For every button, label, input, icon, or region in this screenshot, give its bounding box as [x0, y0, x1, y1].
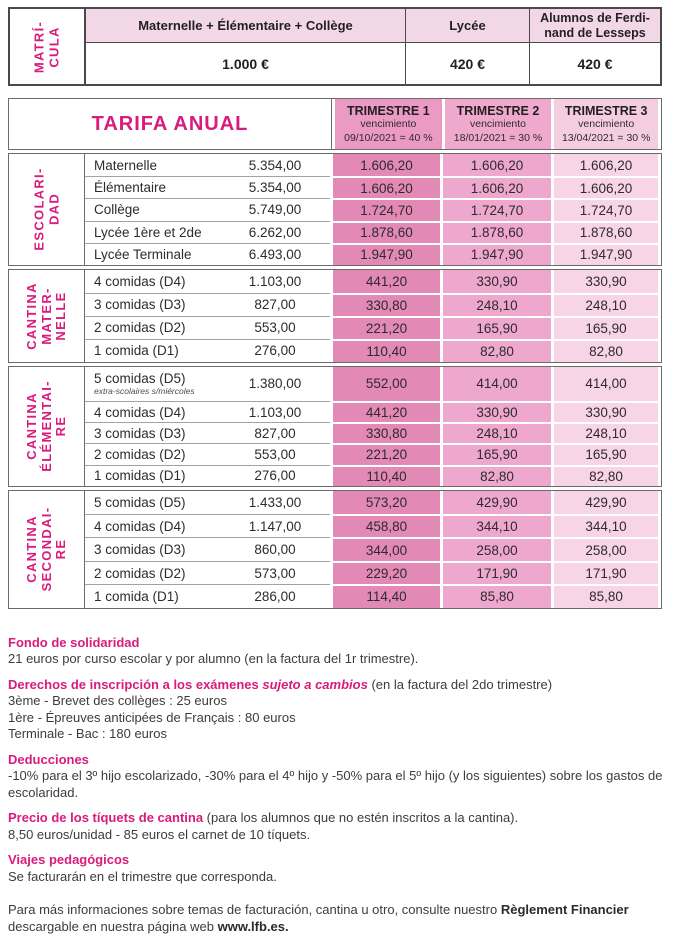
trimester1-price: 344,00	[330, 537, 440, 560]
trimester2-price: 1.724,70	[440, 198, 551, 220]
note-derechos-inscripcion	[8, 677, 696, 743]
row-label: 4 comidas (D4)	[85, 401, 220, 422]
table-row	[85, 367, 661, 401]
trimester2-price: 1.878,60	[440, 221, 551, 243]
annual-price: 1.103,00	[248, 273, 302, 289]
table-row	[85, 561, 661, 584]
note-body-line: -10% para el 3º hijo escolarizado, -30% para el 4º hijo y -50% para el 5º hijo (y los siguientes) sobre los gastos de escolaridad.	[8, 768, 663, 800]
annual-price: 1.380,00	[248, 376, 302, 392]
table-row	[85, 243, 661, 265]
trimester1-header: TRIMESTRE 1 vencimiento 09/10/2021 = 40 %	[332, 99, 442, 149]
trimester2-price: 82,80	[440, 465, 551, 486]
trimester3-price: 82,80	[551, 465, 661, 486]
website-reference: www.lfb.es.	[217, 919, 289, 935]
annual-price: 5.354,00	[248, 157, 302, 173]
annual-price: 276,00	[220, 465, 330, 486]
trimester2-price: 344,10	[440, 514, 551, 537]
row-label: Maternelle	[94, 157, 158, 173]
trimester3-price: 165,90	[551, 443, 661, 464]
trimester3-header: TRIMESTRE 3 vencimiento 13/04/2021 = 30 %	[551, 99, 661, 149]
row-label: 4 comidas (D4)	[94, 273, 186, 289]
table-row	[85, 443, 661, 464]
table-row	[85, 293, 661, 316]
trimester3-price: 248,10	[551, 422, 661, 443]
table-row	[85, 584, 661, 607]
annual-price: 1.433,00	[248, 494, 302, 510]
row-label: 2 comidas (D2)	[85, 316, 220, 339]
reglement-financier-reference: Règlement Financier	[500, 902, 629, 918]
note-heading: Deducciones	[8, 751, 89, 767]
trimester1-price: 441,20	[330, 270, 440, 293]
trimester2-price: 1.947,90	[440, 243, 551, 265]
footnotes	[8, 635, 696, 935]
section-cantina-maternelle	[8, 269, 662, 363]
section-cantina-elementaire	[8, 366, 662, 487]
annual-price: 553,00	[220, 316, 330, 339]
trimester1-price: 110,40	[330, 465, 440, 486]
trimester3-price: 248,10	[551, 293, 661, 316]
trimester3-price: 258,00	[551, 537, 661, 560]
trimester3-price: 1.878,60	[551, 221, 661, 243]
trimester3-price: 344,10	[551, 514, 661, 537]
trimester1-price: 1.724,70	[330, 198, 440, 220]
trimester1-price: 330,80	[330, 293, 440, 316]
note-deducciones	[8, 752, 696, 802]
trimester3-price: 330,90	[551, 401, 661, 422]
row-label: 1 comida (D1)	[85, 339, 220, 362]
row-label: 3 comidas (D3)	[85, 422, 220, 443]
table-row	[85, 339, 661, 362]
matricula-header-maternelle-elementaire-college: Maternelle + Élémentaire + Collège	[86, 9, 405, 43]
annual-price: 1.147,00	[220, 514, 330, 537]
note-body-line: Terminale - Bac : 180 euros	[8, 726, 167, 742]
row-label: Lycée 1ère et 2de	[85, 221, 220, 243]
note-heading-italic: sujeto a cambios	[262, 676, 368, 692]
row-sublabel: extra-scolaires s/miércoles	[94, 386, 195, 397]
annual-price: 573,00	[220, 561, 330, 584]
note-heading: Fondo de solidaridad	[8, 634, 140, 650]
row-label: 5 comidas (D5)	[94, 494, 186, 510]
trimester3-price: 414,00	[551, 367, 661, 401]
row-label: 3 comidas (D3)	[85, 537, 220, 560]
trimester1-price: 1.606,20	[330, 176, 440, 198]
row-label: Collège	[85, 198, 220, 220]
row-label: 1 comida (D1)	[85, 584, 220, 607]
row-label: Élémentaire	[85, 176, 220, 198]
annual-price: 827,00	[220, 422, 330, 443]
note-heading: Precio de los tíquets de cantina	[8, 810, 204, 826]
trimester1-price: 330,80	[330, 422, 440, 443]
note-viajes-pedagogicos	[8, 852, 696, 885]
section-escolaridad	[8, 153, 662, 266]
table-row	[85, 491, 661, 514]
trimester3-price: 1.606,20	[551, 154, 661, 176]
trimester3-price: 1.606,20	[551, 176, 661, 198]
table-row	[85, 537, 661, 560]
row-label: 2 comidas (D2)	[85, 443, 220, 464]
matricula-label-line: MATRÍ-	[31, 20, 47, 73]
section-cantina-elementaire-side-label: CANTINA ÉLÉMENTAI- RE	[9, 367, 85, 486]
trimester3-price: 1.724,70	[551, 198, 661, 220]
trimester2-price: 82,80	[440, 339, 551, 362]
tariff-title: TARIFA ANUAL	[91, 112, 249, 135]
table-row	[85, 401, 661, 422]
tariff-title-cell	[9, 99, 332, 149]
annual-price: 5.354,00	[220, 176, 330, 198]
note-heading: Viajes pedagógicos	[8, 852, 130, 868]
trimester2-price: 85,80	[440, 584, 551, 607]
row-label: 1 comidas (D1)	[85, 465, 220, 486]
table-row	[85, 270, 661, 293]
matricula-price-lycee: 420 €	[405, 43, 529, 84]
row-label: 5 comidas (D5) extra-scolaires s/miércoles	[94, 371, 195, 397]
note-body-line: Se facturarán en el trimestre que corresponda.	[8, 868, 277, 884]
trimester3-price: 330,90	[551, 270, 661, 293]
trimester1-price: 1.947,90	[330, 243, 440, 265]
trimester1-price: 221,20	[330, 316, 440, 339]
trimester2-price: 258,00	[440, 537, 551, 560]
trimester1-price: 441,20	[330, 401, 440, 422]
table-row	[85, 465, 661, 486]
trimester2-price: 248,10	[440, 293, 551, 316]
note-body-line: 1ère - Épreuves anticipées de Français : 80 euros	[8, 709, 296, 725]
section-cantina-maternelle-side-label: CANTINA MATER- NELLE	[9, 270, 85, 362]
annual-price: 1.103,00	[220, 401, 330, 422]
table-row	[85, 221, 661, 243]
note-precio-tiquets	[8, 810, 696, 843]
trimester2-price: 330,90	[440, 401, 551, 422]
annual-price: 6.262,00	[220, 221, 330, 243]
matricula-side-label	[10, 9, 86, 84]
note-body-line: 21 euros por curso escolar y por alumno (en la factura del 1r trimestre).	[8, 651, 419, 667]
trimester2-price: 165,90	[440, 316, 551, 339]
trimester1-price: 221,20	[330, 443, 440, 464]
footer-paragraph: Para más informaciones sobre temas de facturación, cantina u otro, consulte nuestro Règlement Financier descargable en nuestra página web www.lfb.es.	[8, 902, 629, 935]
trimester2-price: 248,10	[440, 422, 551, 443]
row-label: Lycée Terminale	[85, 243, 220, 265]
matricula-table	[8, 7, 662, 86]
annual-price: 860,00	[220, 537, 330, 560]
section-escolaridad-side-label: ESCOLARI- DAD	[9, 154, 85, 265]
note-heading-suffix: (en la factura del 2do trimestre)	[367, 676, 553, 692]
trimester1-price: 114,40	[330, 584, 440, 607]
trimester1-price: 1.606,20	[330, 154, 440, 176]
trimester1-price: 573,20	[330, 491, 440, 514]
note-fondo-solidaridad	[8, 635, 696, 668]
annual-price: 553,00	[220, 443, 330, 464]
trimester3-price: 165,90	[551, 316, 661, 339]
trimester1-price: 1.878,60	[330, 221, 440, 243]
trimester2-price: 1.606,20	[440, 154, 551, 176]
matricula-header-lycee: Lycée	[405, 9, 529, 43]
trimester2-price: 330,90	[440, 270, 551, 293]
trimester1-price: 552,00	[330, 367, 440, 401]
matricula-price-ferdinand-de-lesseps: 420 €	[529, 43, 660, 84]
trimester3-price: 82,80	[551, 339, 661, 362]
matricula-header-ferdinand-de-lesseps: Alumnos de Ferdi- nand de Lesseps	[529, 9, 660, 43]
note-body-line: 3ème - Brevet des collèges : 25 euros	[8, 693, 227, 709]
trimester3-price: 85,80	[551, 584, 661, 607]
section-cantina-secondaire	[8, 490, 662, 609]
table-row	[85, 198, 661, 220]
annual-price: 276,00	[220, 339, 330, 362]
table-row	[85, 514, 661, 537]
trimester2-header: TRIMESTRE 2 vencimiento 18/01/2021 = 30 %	[442, 99, 552, 149]
note-heading: Derechos de inscripción a los exámenes	[8, 676, 263, 692]
matricula-price-maternelle-elementaire-college: 1.000 €	[222, 55, 269, 72]
trimester2-price: 165,90	[440, 443, 551, 464]
trimester3-price: 429,90	[551, 491, 661, 514]
trimester2-price: 414,00	[440, 367, 551, 401]
trimester3-price: 1.947,90	[551, 243, 661, 265]
table-row	[85, 316, 661, 339]
trimester3-price: 171,90	[551, 561, 661, 584]
trimester2-price: 171,90	[440, 561, 551, 584]
trimester2-price: 429,90	[440, 491, 551, 514]
trimester1-price: 458,80	[330, 514, 440, 537]
annual-price: 286,00	[220, 584, 330, 607]
note-body-line: 8,50 euros/unidad - 85 euros el carnet de 10 tíquets.	[8, 826, 311, 842]
tariff-header-row	[8, 98, 662, 150]
row-label: 2 comidas (D2)	[85, 561, 220, 584]
row-label: 4 comidas (D4)	[85, 514, 220, 537]
trimester1-price: 229,20	[330, 561, 440, 584]
trimester2-price: 1.606,20	[440, 176, 551, 198]
matricula-label-line: CULA	[46, 25, 61, 68]
note-heading-suffix: (para los alumnos que no estén inscritos a la cantina).	[203, 810, 519, 826]
row-label: 3 comidas (D3)	[85, 293, 220, 316]
section-cantina-secondaire-side-label: CANTINA SECONDAI- RE	[9, 491, 85, 608]
table-row	[85, 422, 661, 443]
annual-price: 6.493,00	[220, 243, 330, 265]
trimester1-price: 110,40	[330, 339, 440, 362]
table-row	[85, 176, 661, 198]
annual-price: 827,00	[220, 293, 330, 316]
table-row	[85, 154, 661, 176]
annual-price: 5.749,00	[220, 198, 330, 220]
